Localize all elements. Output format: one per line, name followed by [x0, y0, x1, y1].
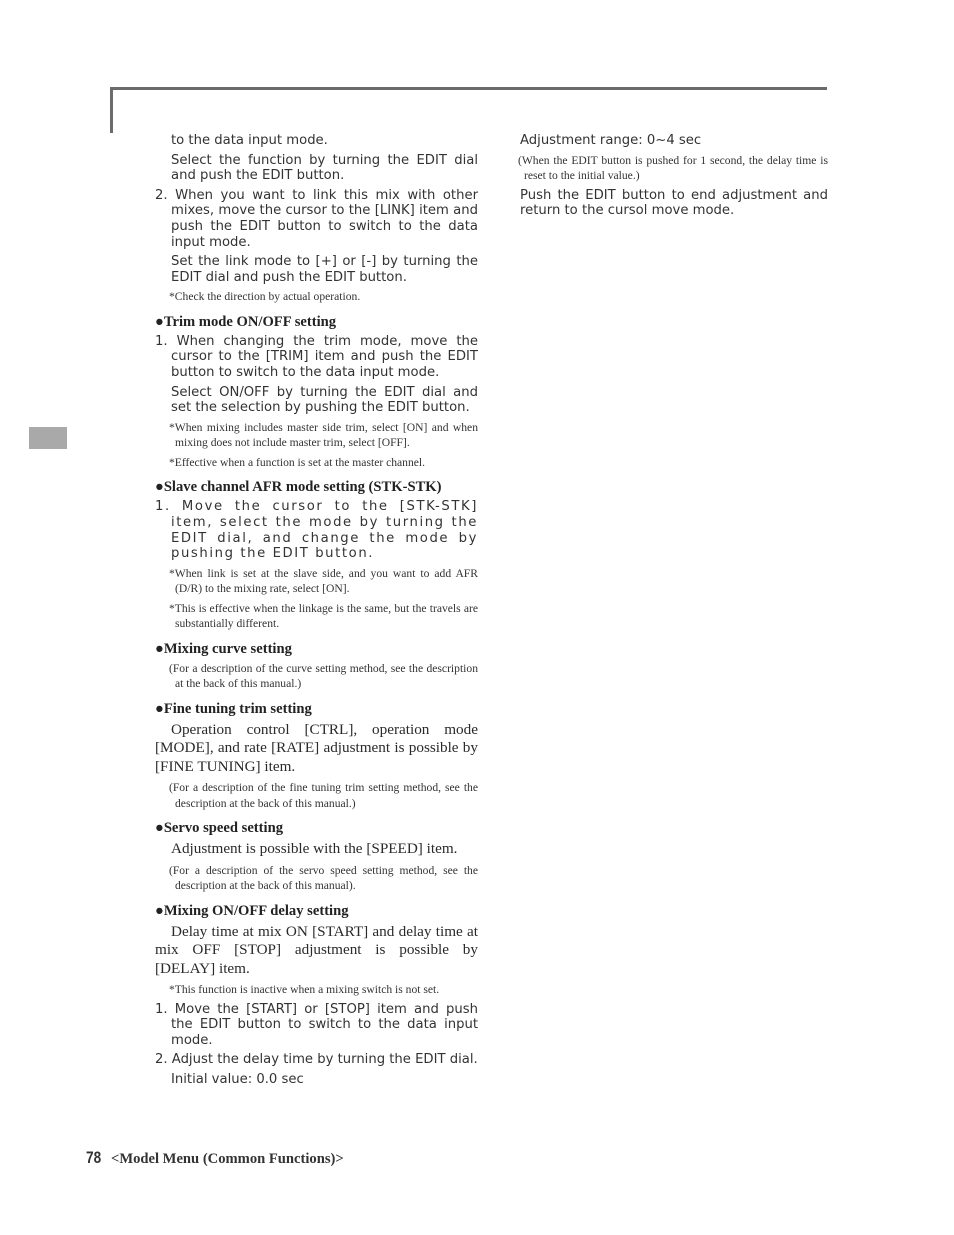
paragraph: to the data input mode.: [171, 133, 328, 148]
paragraph: Set the link mode to [+] or [-] by turning the EDIT dial and push the EDIT button.: [171, 254, 478, 285]
step-item: 2. When you want to link this mix with other mixes, move the cursor to the [LINK] item and push the EDIT button to switch to the data input mode.: [155, 187, 478, 250]
note: *Check the direction by actual operation.: [169, 290, 361, 304]
note: (When the EDIT button is pushed for 1 second, the delay time is reset to the initial value.): [518, 153, 828, 183]
paragraph: Adjustment is possible with the [SPEED] item.: [171, 840, 458, 858]
paragraph: Select ON/OFF by turning the EDIT dial and set the selection by pushing the EDIT button.: [171, 384, 478, 416]
adjustment-range: Adjustment range: 0~4 sec: [520, 133, 702, 148]
section-heading-afr-mode: ●Slave channel AFR mode setting (STK-STK): [155, 479, 442, 496]
note: *Effective when a function is set at the master channel.: [169, 455, 426, 469]
section-heading-mixing-curve: ●Mixing curve setting: [155, 640, 292, 657]
paragraph: Push the EDIT button to end adjustment and return to the cursol move mode.: [520, 187, 828, 219]
section-heading-fine-tuning: ●Fine tuning trim setting: [155, 700, 312, 717]
note: (For a description of the fine tuning trim setting method, see the description at the back of this manual.): [169, 781, 478, 810]
paragraph: Initial value: 0.0 sec: [171, 1072, 304, 1088]
frame-top-rule: [110, 87, 827, 90]
page-footer: [86, 1148, 344, 1168]
footer-section-title: <Model Menu (Common Functions)>: [111, 1151, 344, 1167]
step-item: 2. Adjust the delay time by turning the EDIT dial.: [155, 1052, 478, 1068]
left-column: [155, 133, 478, 1088]
note: *When link is set at the slave side, and you want to add AFR (D/R) to the mixing rate, select [ON].: [169, 566, 478, 596]
frame-left-rule: [110, 87, 113, 133]
note: (For a description of the curve setting method, see the description at the back of this manual.): [169, 661, 478, 691]
section-heading-servo-speed: ●Servo speed setting: [155, 820, 283, 837]
step-item: 1. Move the cursor to the [STK-STK] item, select the mode by turning the EDIT dial, and change the mode by pushing the EDIT button.: [155, 499, 478, 562]
note: (For a description of the servo speed setting method, see the description at the back of this manual).: [169, 863, 478, 893]
step-item: 1. When changing the trim mode, move the cursor to the [TRIM] item and push the EDIT button to switch to the data input mode.: [155, 333, 478, 381]
section-tab-marker: [29, 427, 67, 449]
note: *This is effective when the linkage is the same, but the travels are substantially different.: [169, 601, 478, 631]
page-number: 78: [86, 1148, 102, 1167]
right-column: [518, 133, 828, 219]
paragraph: Operation control [CTRL], operation mode [MODE], and rate [RATE] adjustment is possible by [FINE TUNING] item.: [155, 720, 478, 775]
section-heading-delay: ●Mixing ON/OFF delay setting: [155, 902, 349, 919]
paragraph: Select the function by turning the EDIT dial and push the EDIT button.: [171, 152, 478, 184]
step-item: 1. Move the [START] or [STOP] item and push the EDIT button to switch to the data input mode.: [155, 1001, 478, 1048]
paragraph: Delay time at mix ON [START] and delay time at mix OFF [STOP] adjustment is possible by [DELAY] item.: [155, 922, 478, 977]
section-heading-trim-mode: ●Trim mode ON/OFF setting: [155, 313, 337, 330]
note: *This function is inactive when a mixing switch is not set.: [169, 983, 440, 997]
note: *When mixing includes master side trim, select [ON] and when mixing does not include master trim, select [OFF].: [169, 420, 478, 450]
